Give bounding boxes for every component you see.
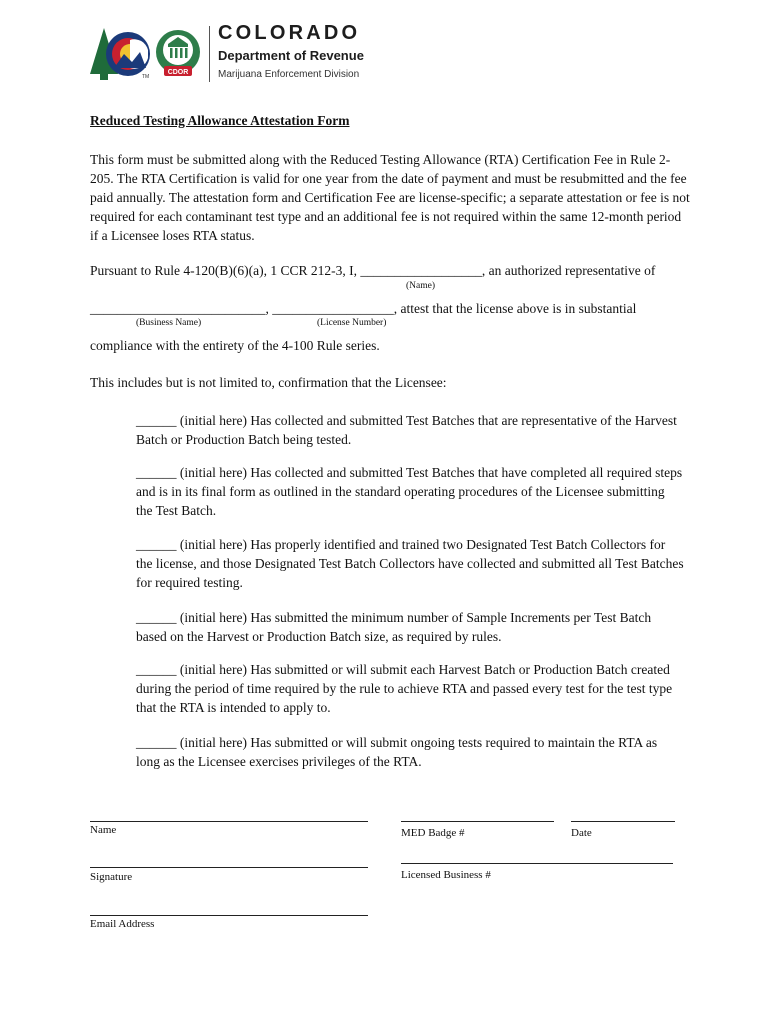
form-title: Reduced Testing Allowance Attestation Form — [90, 113, 350, 128]
trademark-mark: TM — [142, 74, 150, 80]
logo-divider — [209, 26, 210, 82]
cdor-badge-text: CDOR — [167, 69, 189, 76]
business-statement: __________________________, __________________, attest that the license above is in substantial — [90, 301, 637, 316]
cdor-logo — [90, 24, 380, 84]
med-badge-label: MED Badge # — [401, 827, 465, 839]
date-label: Date — [571, 827, 592, 839]
med-badge-line[interactable] — [401, 821, 554, 822]
name-signature-line[interactable] — [90, 821, 368, 822]
license-number-caption: (License Number) — [317, 318, 387, 328]
attestation-item-1: ______ (initial here) Has collected and submitted Test Batches that are representative of the Harvest Batch or Production Batch being tested. — [136, 413, 677, 447]
division-name: Marijuana Enforcement Division — [218, 69, 360, 80]
licensed-business-line[interactable] — [401, 863, 673, 864]
email-address-line[interactable] — [90, 915, 368, 916]
name-caption: (Name) — [406, 281, 436, 291]
pursuant-statement: Pursuant to Rule 4-120(B)(6)(a), 1 CCR 212-3, I, __________________, an authorized representative of — [90, 263, 656, 278]
signature-line[interactable] — [90, 867, 368, 868]
department-name: Department of Revenue — [218, 48, 364, 63]
intro-paragraph: This form must be submitted along with the Reduced Testing Allowance (RTA) Certification Fee in Rule 2-205. The RTA Certification is valid for one year from the date of payment and must be resubmitted and the fee paid annually. The attestation form and Certification Fee are license-specific; a separate attestation or fee is not required for each contaminant test type and an additional fee is not required within the same 12-month period if a Licensee loses RTA status. — [90, 152, 690, 243]
compliance-statement: compliance with the entirety of the 4-100 Rule series. — [90, 338, 380, 353]
attestation-item-6: ______ (initial here) Has submitted or will submit ongoing tests required to maintain the RTA as long as the Licensee exercises privileges of the RTA. — [136, 735, 658, 769]
attestation-item-5: ______ (initial here) Has submitted or will submit each Harvest Batch or Production Batch created during the period of time required by the rule to achieve RTA and passed every test for the test type that the RTA is intended to apply to. — [136, 662, 673, 715]
licensed-business-label: Licensed Business # — [401, 869, 491, 881]
business-name-caption: (Business Name) — [136, 318, 202, 328]
name-label: Name — [90, 824, 117, 836]
attestation-item-3: ______ (initial here) Has properly identified and trained two Designated Test Batch Collectors for the license, and those Designated Test Batch Collectors have collected and submitted all Test Batches for required testing. — [136, 537, 684, 590]
colorado-logo-icon — [90, 24, 208, 84]
attestation-item-2: ______ (initial here) Has collected and submitted Test Batches that have completed all required steps and is in its final form as outlined in the standard operating procedures of the Licensee submitting the Test Batch. — [136, 465, 683, 518]
email-address-label: Email Address — [90, 918, 155, 930]
attestation-item-4: ______ (initial here) Has submitted the minimum number of Sample Increments per Test Batch based on the Harvest or Production Batch size, as required by rules. — [136, 610, 652, 644]
state-name: COLORADO — [218, 22, 361, 44]
signature-label: Signature — [90, 871, 133, 883]
date-line[interactable] — [571, 821, 675, 822]
includes-statement: This includes but is not limited to, confirmation that the Licensee: — [90, 375, 447, 390]
